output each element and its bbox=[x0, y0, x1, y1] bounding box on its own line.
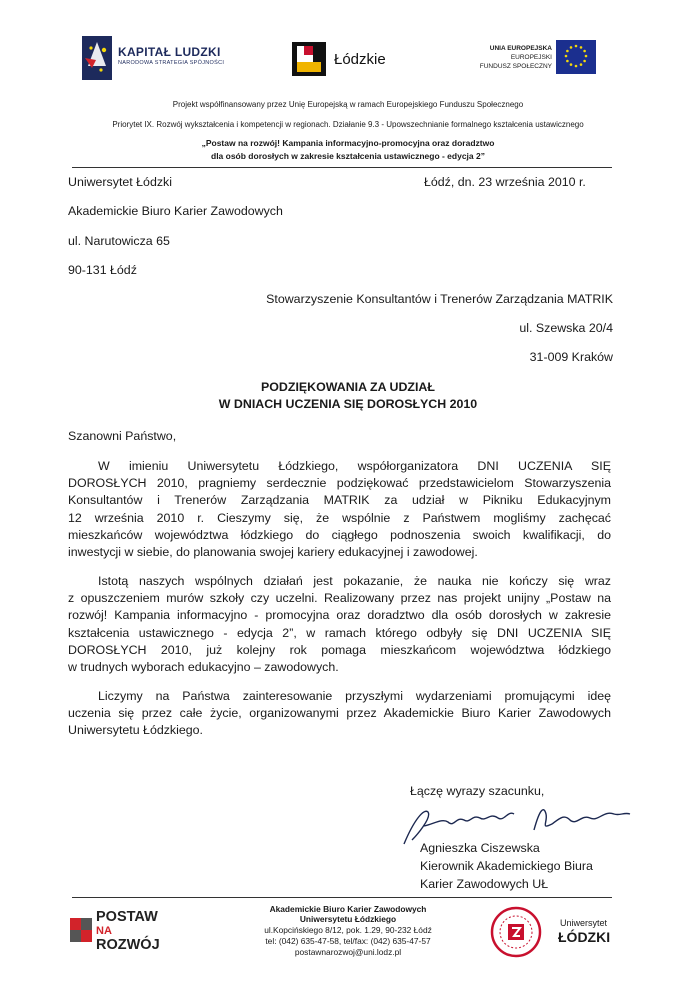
kapital-ludzki-emblem-icon bbox=[82, 36, 112, 80]
paragraph-line: W imieniu Uniwersytetu Łódzkiego, współorganizatora DNI UCZENIA SIĘ bbox=[98, 459, 611, 473]
lodzkie-emblem-icon bbox=[292, 42, 326, 76]
greeting: Szanowni Państwo, bbox=[68, 429, 177, 443]
eu-line-1: UNIA EUROPEJSKA bbox=[489, 45, 552, 52]
project-title-line-2: dla osób dorosłych w zakresie kształcenia ustawicznego - edycja 2” bbox=[211, 151, 485, 161]
paragraph-line: w trudnych wyborach edukacyjno – zawodowych. bbox=[68, 659, 339, 674]
paragraph-line: Liczymy na Państwa zainteresowanie przyszłymi wydarzeniami promującymi ideę bbox=[98, 689, 611, 703]
office-address: ul.Kopcińskiego 8/12, pok. 1.29, 90-232 Łódź bbox=[264, 925, 432, 935]
kapital-ludzki-title: KAPITAŁ LUDZKI bbox=[118, 45, 221, 59]
paragraph-line: mieszkańców województwa łódzkiego do ciągłego podnoszenia swoich kwalifikacji, do bbox=[68, 527, 611, 542]
recipient-line: 31-009 Kraków bbox=[529, 350, 613, 364]
paragraph-line: rozwój! Kampania informacyjno - promocyjna oraz doradztwo dla osób dorosłych w zakresie bbox=[68, 608, 611, 623]
letter-heading: PODZIĘKOWANIA ZA UDZIAŁ bbox=[261, 380, 435, 394]
paragraph-line: Konsultantów i Trenerów Zarządzania MATRIK za udział w Pikniku Edukacyjnym bbox=[68, 493, 611, 508]
office-name: Akademickie Biuro Karier Zawodowych bbox=[269, 904, 427, 914]
postaw-na-rozwoj-logo bbox=[68, 908, 188, 954]
kapital-ludzki-subtitle: NARODOWA STRATEGIA SPÓJNOŚCI bbox=[118, 60, 225, 66]
paragraph-line: Istotą naszych wspólnych działań jest pokazanie, że nauka nie kończy się wraz bbox=[98, 574, 611, 588]
eu-line-3: FUNDUSZ SPOŁECZNY bbox=[479, 63, 552, 70]
paragraph-line: inwestycji w siebie, do planowania swojej kariery edukacyjnej i zawodowej. bbox=[68, 544, 478, 559]
sender-address-line: Akademickie Biuro Karier Zawodowych bbox=[68, 204, 283, 218]
paragraph-line: uczenia się przez całe życie, organizowanymi przez Akademickie Biuro Karier Zawodowych bbox=[68, 706, 611, 721]
recipient-line: ul. Szewska 20/4 bbox=[519, 321, 613, 335]
paragraph-line: z opuszczeniem murów szkoły czy uczelni. Realizowany przez nas projekt unijny „Postaw na bbox=[68, 591, 611, 606]
sender-address-line: ul. Narutowicza 65 bbox=[68, 234, 170, 248]
letter-heading: W DNIACH UCZENIA SIĘ DOROSŁYCH 2010 bbox=[218, 397, 478, 411]
paragraph-line: DOROSŁYCH 2010, pragniemy serdecznie podziękować przedstawicielom Stowarzyszenia bbox=[68, 476, 611, 491]
university-label: Uniwersytet bbox=[560, 918, 608, 928]
letter-date: Łódź, dn. 23 września 2010 r. bbox=[424, 175, 586, 189]
kapital-ludzki-logo bbox=[82, 36, 252, 82]
na-text: NA bbox=[96, 925, 112, 937]
paragraph-line: kształcenia ustawicznego - edycja 2”, w ramach którego odbyły się DNI UCZENIA SIĘ bbox=[68, 625, 611, 640]
sender-name: Uniwersytet Łódzki bbox=[68, 175, 172, 189]
sender-address-line: 90-131 Łódź bbox=[68, 263, 137, 277]
university-seal-icon bbox=[490, 906, 542, 958]
header-divider bbox=[72, 167, 612, 168]
signatory-title: Karier Zawodowych UŁ bbox=[420, 877, 549, 891]
footer-divider bbox=[72, 897, 612, 898]
project-line-2: Priorytet IX. Rozwój wykształcenia i kompetencji w regionach. Działanie 9.3 - Upowszechnianie formalnego kształcenia ustawicznego bbox=[112, 120, 584, 129]
recipient-line: Stowarzyszenie Konsultantów i Trenerów Zarządzania MATRIK bbox=[266, 292, 613, 306]
eu-logo bbox=[458, 40, 596, 82]
eu-line-2: EUROPEJSKI bbox=[510, 54, 552, 61]
closing: Łączę wyrazy szacunku, bbox=[410, 784, 545, 798]
project-title-line-1: „Postaw na rozwój! Kampania informacyjno-promocyjna oraz doradztwo bbox=[201, 138, 495, 148]
lodzkie-logo bbox=[292, 42, 402, 80]
rozwoj-text: ROZWÓJ bbox=[96, 937, 160, 953]
eu-flag-icon bbox=[556, 40, 596, 74]
paragraph-1 bbox=[68, 458, 611, 561]
lodzkie-name: Łódzkie bbox=[334, 51, 386, 68]
paragraph-line: 12 września 2010 r. Cieszymy się, że wspólnie z Państwem mogliśmy zachęcać bbox=[68, 510, 611, 525]
signatory-title: Kierownik Akademickiego Biura bbox=[420, 859, 593, 873]
paragraph-line: DOROSŁYCH 2010, już kolejny rok pomaga mieszkańcom województwa łódzkiego bbox=[68, 642, 611, 657]
paragraph-line: Uniwersytetu Łódzkiego. bbox=[68, 723, 203, 738]
puzzle-icon bbox=[68, 916, 94, 946]
postaw-text: POSTAW bbox=[96, 909, 158, 925]
project-line-1: Projekt współfinansowany przez Unię Europejską w ramach Europejskiego Funduszu Społecznego bbox=[172, 100, 524, 109]
office-email: postawnarozwoj@uni.lodz.pl bbox=[294, 947, 402, 957]
paragraph-2 bbox=[68, 573, 611, 676]
university-name: ŁÓDZKI bbox=[558, 929, 611, 945]
office-university: Uniwersytetu Łódzkiego bbox=[299, 914, 397, 924]
signatory-name: Agnieszka Ciszewska bbox=[420, 841, 540, 855]
office-phone: tel: (042) 635-47-58, tel/fax: (042) 635-47-57 bbox=[265, 936, 431, 946]
paragraph-3 bbox=[68, 688, 611, 740]
